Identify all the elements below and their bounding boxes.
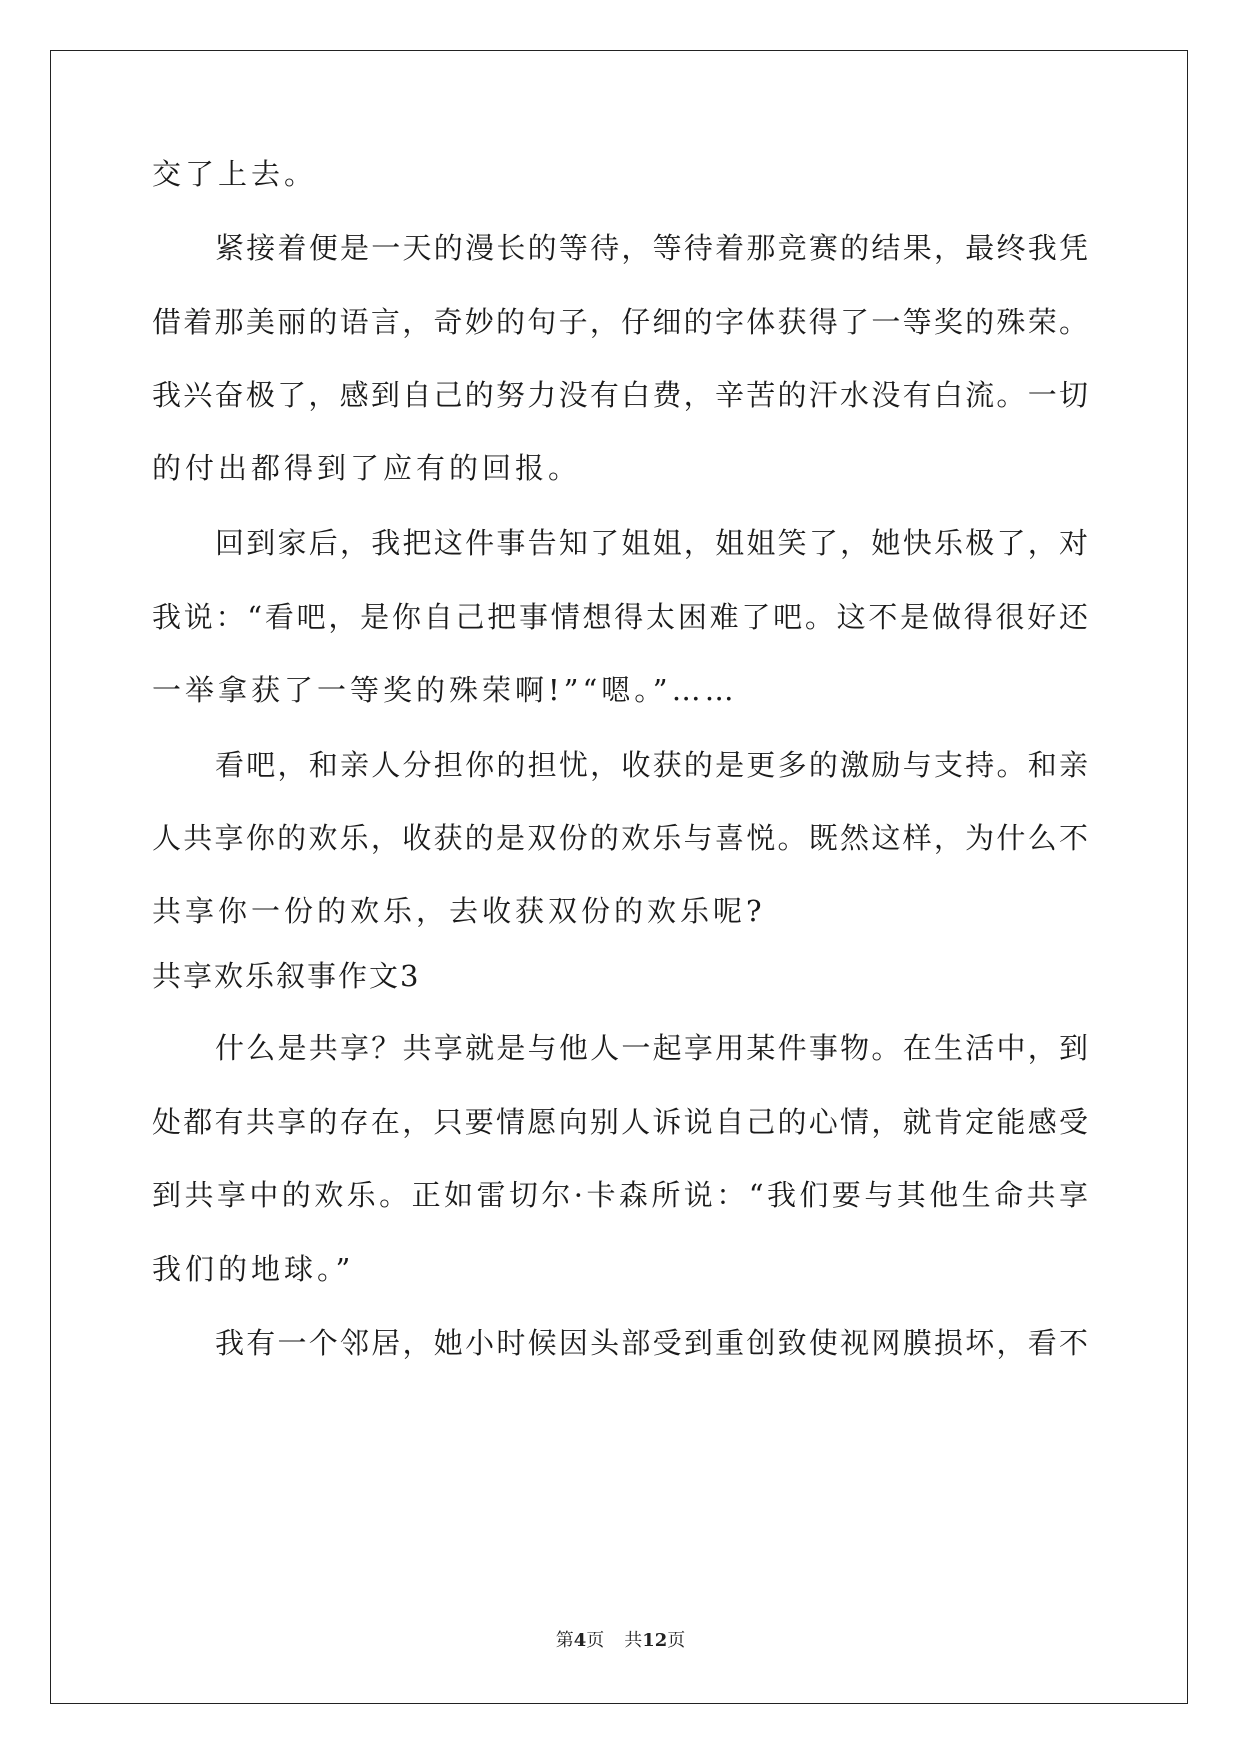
paragraph-line: 一举拿获了一等奖的殊荣啊!”“嗯。”…… bbox=[152, 673, 738, 707]
paragraph-line: 交了上去。 bbox=[152, 157, 318, 191]
page-footer bbox=[0, 1629, 1241, 1653]
paragraph-line: 看吧，和亲人分担你的担忧，收获的是更多的激励与支持。和亲 bbox=[215, 748, 1088, 782]
paragraph-line: 我兴奋极了，感到自己的努力没有白费，辛苦的汗水没有白流。一切 bbox=[152, 378, 1088, 412]
total-pages: 12 bbox=[642, 1630, 668, 1651]
paragraph-line: 的付出都得到了应有的回报。 bbox=[152, 451, 582, 485]
paragraph-line: 共享你一份的欢乐，去收获双份的欢乐呢? bbox=[152, 894, 766, 928]
paragraph-line: 什么是共享？共享就是与他人一起享用某件事物。在生活中，到 bbox=[215, 1031, 1088, 1065]
total-suffix: 页 bbox=[667, 1630, 686, 1651]
paragraph-line: 我有一个邻居，她小时候因头部受到重创致使视网膜损坏，看不 bbox=[215, 1326, 1088, 1360]
paragraph-line: 人共享你的欢乐，收获的是双份的欢乐与喜悦。既然这样，为什么不 bbox=[152, 821, 1088, 855]
page-border bbox=[50, 50, 1188, 1704]
total-prefix: 共 bbox=[624, 1630, 643, 1651]
page-suffix: 页 bbox=[586, 1630, 605, 1651]
page-prefix: 第 bbox=[555, 1630, 574, 1651]
paragraph-line: 处都有共享的存在，只要情愿向别人诉说自己的心情，就肯定能感受 bbox=[152, 1105, 1088, 1139]
paragraph-line: 我们的地球。” bbox=[152, 1252, 355, 1286]
paragraph-line: 到共享中的欢乐。正如雷切尔·卡森所说：“我们要与其他生命共享 bbox=[152, 1178, 1088, 1212]
page-number: 4 bbox=[573, 1630, 587, 1651]
section-heading: 共享欢乐叙事作文3 bbox=[152, 959, 421, 993]
paragraph-line: 紧接着便是一天的漫长的等待，等待着那竞赛的结果，最终我凭 bbox=[215, 231, 1088, 265]
paragraph-line: 回到家后，我把这件事告知了姐姐，姐姐笑了，她快乐极了，对 bbox=[215, 526, 1088, 560]
paragraph-line: 借着那美丽的语言，奇妙的句子，仔细的字体获得了一等奖的殊荣。 bbox=[152, 305, 1088, 339]
paragraph-line: 我说：“看吧，是你自己把事情想得太困难了吧。这不是做得很好还 bbox=[152, 600, 1088, 634]
